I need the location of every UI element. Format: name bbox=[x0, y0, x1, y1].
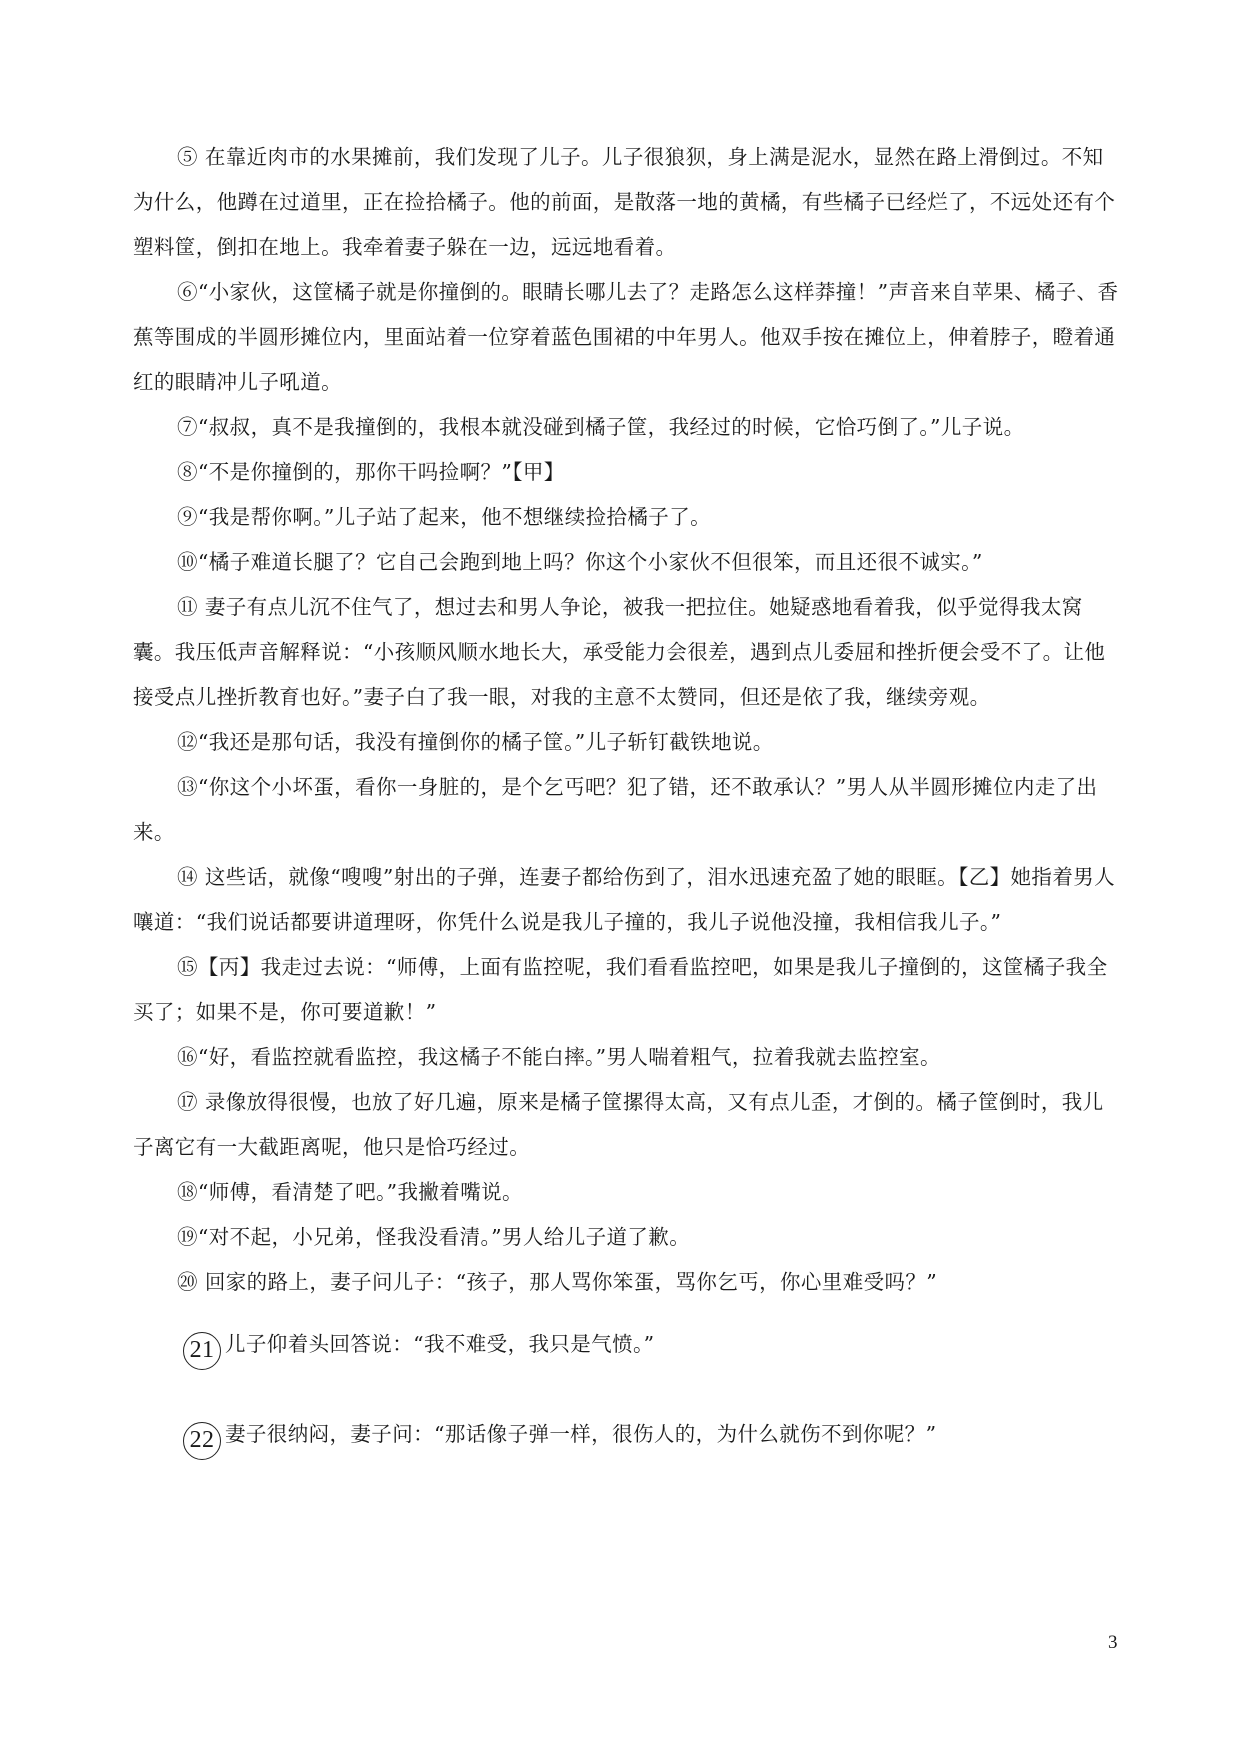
circled-number-21: 21 bbox=[183, 1332, 221, 1370]
paragraph-15: ⑮【丙】我走过去说：“师傅，上面有监控呢，我们看看监控吧，如果是我儿子撞倒的，这筐橘子我全买了；如果不是，你可要道歉！” bbox=[133, 955, 1108, 1024]
paragraph-22 bbox=[133, 1412, 1123, 1460]
paragraph-19: ⑲“对不起，小兄弟，怪我没看清。”男人给儿子道了歉。 bbox=[177, 1225, 691, 1249]
paragraph-13: ⑬“你这个小坏蛋，看你一身脏的，是个乞丐吧？犯了错，还不敢承认？”男人从半圆形摊位内走了出来。 bbox=[133, 775, 1098, 844]
circled-number-22: 22 bbox=[183, 1422, 221, 1460]
paragraph-16: ⑯“好，看监控就看监控，我这橘子不能白摔。”男人喘着粗气，拉着我就去监控室。 bbox=[177, 1045, 941, 1069]
paragraph-17: ⑰ 录像放得很慢，也放了好几遍，原来是橘子筐摞得太高，又有点儿歪，才倒的。橘子筐倒时，我儿子离它有一大截距离呢，他只是恰巧经过。 bbox=[133, 1090, 1104, 1159]
paragraph-7: ⑦“叔叔，真不是我撞倒的，我根本就没碰到橘子筐，我经过的时候，它恰巧倒了。”儿子说。 bbox=[177, 415, 1025, 439]
paragraph-5: ⑤ 在靠近肉市的水果摊前，我们发现了儿子。儿子很狼狈，身上满是泥水，显然在路上滑倒过。不知为什么，他蹲在过道里，正在捡拾橘子。他的前面，是散落一地的黄橘，有些橘子已经烂了，不远处还有个塑料筐，倒扣在地上。我牵着妻子躲在一边，远远地看着。 bbox=[133, 145, 1116, 259]
paragraph-21 bbox=[133, 1322, 1123, 1370]
paragraph-14: ⑭ 这些话，就像“嗖嗖”射出的子弹，连妻子都给伤到了，泪水迅速充盈了她的眼眶。【乙】她指着男人嚷道：“我们说话都要讲道理呀，你凭什么说是我儿子撞的，我儿子说他没撞，我相信我儿子。” bbox=[133, 865, 1116, 934]
paragraph-18: ⑱“师傅，看清楚了吧。”我撇着嘴说。 bbox=[177, 1180, 523, 1204]
paragraph-10: ⑩“橘子难道长腿了？它自己会跑到地上吗？你这个小家伙不但很笨，而且还很不诚实。” bbox=[177, 550, 983, 574]
paragraph-8: ⑧“不是你撞倒的，那你干吗捡啊？”【甲】 bbox=[177, 460, 565, 484]
paragraph-22-text: 妻子很纳闷，妻子问：“那话像子弹一样，很伤人的，为什么就伤不到你呢？” bbox=[225, 1422, 937, 1446]
paragraph-21-text: 儿子仰着头回答说：“我不难受，我只是气愤。” bbox=[225, 1332, 655, 1356]
paragraph-9: ⑨“我是帮你啊。”儿子站了起来，他不想继续捡拾橘子了。 bbox=[177, 505, 712, 529]
paragraph-6: ⑥“小家伙，这筐橘子就是你撞倒的。眼睛长哪儿去了？走路怎么这样莽撞！”声音来自苹果、橘子、香蕉等围成的半圆形摊位内，里面站着一位穿着蓝色围裙的中年男人。他双手按在摊位上，伸着脖子，瞪着通红的眼睛冲儿子吼道。 bbox=[133, 280, 1119, 394]
paragraph-12: ⑫“我还是那句话，我没有撞倒你的橘子筐。”儿子斩钉截铁地说。 bbox=[177, 730, 774, 754]
paragraph-20: ⑳ 回家的路上，妻子问儿子：“孩子，那人骂你笨蛋，骂你乞丐，你心里难受吗？” bbox=[177, 1270, 938, 1294]
page-number: 3 bbox=[1108, 1632, 1118, 1653]
paragraph-11: ⑪ 妻子有点儿沉不住气了，想过去和男人争论，被我一把拉住。她疑惑地看着我，似乎觉得我太窝囊。我压低声音解释说：“小孩顺风顺水地长大，承受能力会很差，遇到点儿委屈和挫折便会受不了。让他接受点儿挫折教育也好。”妻子白了我一眼，对我的主意不太赞同，但还是依了我，继续旁观。 bbox=[133, 595, 1106, 709]
